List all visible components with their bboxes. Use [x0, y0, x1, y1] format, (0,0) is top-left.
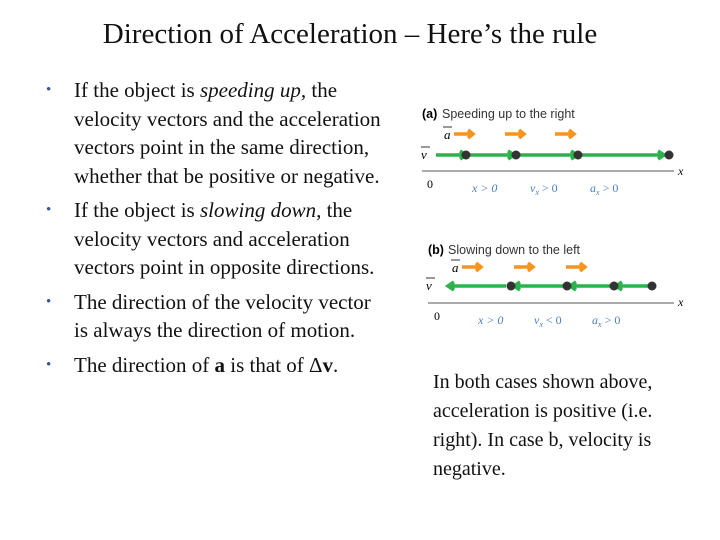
panel-label: Speeding up to the right: [442, 107, 575, 121]
velocity-arrow-icon: [448, 282, 506, 290]
bullet-text: If the object is: [74, 78, 200, 102]
bullet-item: [46, 196, 386, 282]
position-dot: [574, 151, 583, 160]
bullet-list: [46, 76, 386, 385]
velocity-arrow-icon: [518, 151, 577, 159]
bullet-emphasis: slowing down,: [199, 198, 322, 222]
accel-arrow-icon: [555, 130, 574, 138]
condition-x: x > 0: [478, 313, 504, 327]
accel-arrow-icon: [566, 263, 585, 271]
delta-symbol: Δ: [309, 352, 323, 377]
bullet-bold: a: [214, 352, 226, 377]
summary-note: In both cases shown above, acceleration is positive (i.e. right). In case b, velocity is negative.: [433, 371, 653, 480]
velocity-symbol: v: [421, 147, 427, 162]
bullet-dot-icon: •: [46, 82, 52, 98]
position-dot: [512, 151, 521, 160]
velocity-arrow-icon: [616, 282, 648, 290]
position-dot: [665, 151, 674, 160]
bullet-text: the velocity vectors and acceleration vectors point in opposite directions.: [74, 198, 375, 279]
condition-v: $v_x > 0$: [530, 181, 558, 197]
bullet-text: The direction of: [74, 352, 215, 377]
origin-label: 0: [427, 177, 433, 191]
panel-tag: (a): [422, 107, 438, 121]
velocity-symbol: v: [426, 278, 432, 293]
diagram-speeding-up: [412, 98, 687, 208]
axis-label: x: [678, 295, 684, 309]
bullet-dot-icon: •: [46, 202, 52, 218]
velocity-arrow-icon: [514, 282, 563, 290]
accel-symbol: a: [444, 127, 451, 142]
position-dot: [610, 282, 619, 291]
diagram-slowing-down: [412, 234, 687, 344]
position-dot: [462, 151, 471, 160]
accel-arrow-icon: [454, 130, 473, 138]
slide-title: Direction of Acceleration – Here’s the rule: [102, 18, 598, 50]
panel-tag: (b): [428, 243, 444, 257]
bullet-item: [46, 288, 386, 345]
bullet-emphasis: speeding up,: [199, 78, 307, 102]
condition-v: $v_x < 0$: [534, 313, 562, 329]
bullet-dot-icon: •: [46, 356, 52, 373]
bullet-item: [46, 76, 386, 190]
position-dot: [507, 282, 516, 291]
bullet-text: .: [333, 352, 339, 377]
bullet-text: If the object is: [74, 198, 200, 222]
condition-a: $a_x > 0$: [592, 313, 621, 329]
accel-symbol: a: [452, 260, 459, 275]
bullet-bold: v: [322, 352, 334, 377]
origin-label: 0: [434, 309, 440, 323]
condition-x: x > 0: [472, 181, 498, 195]
panel-label: Slowing down to the left: [448, 243, 581, 257]
accel-arrow-icon: [514, 263, 533, 271]
bullet-text: The direction of the velocity vector is always the direction of motion.: [74, 289, 371, 342]
bullet-dot-icon: •: [46, 293, 52, 310]
condition-a: $a_x > 0$: [590, 181, 619, 197]
bullet-item: [46, 351, 386, 380]
velocity-arrow-icon: [570, 282, 611, 290]
bullet-text: is that of: [225, 352, 310, 377]
accel-arrow-icon: [505, 130, 524, 138]
velocity-arrow-icon: [468, 151, 514, 159]
velocity-arrow-icon: [580, 151, 664, 159]
bullet-text: the velocity vectors and the acceleration vectors point in the same direction, whether that be positive or negative.: [74, 78, 381, 188]
position-dot: [563, 282, 572, 291]
accel-arrow-icon: [462, 263, 481, 271]
position-dot: [648, 282, 657, 291]
axis-label: x: [678, 164, 684, 178]
